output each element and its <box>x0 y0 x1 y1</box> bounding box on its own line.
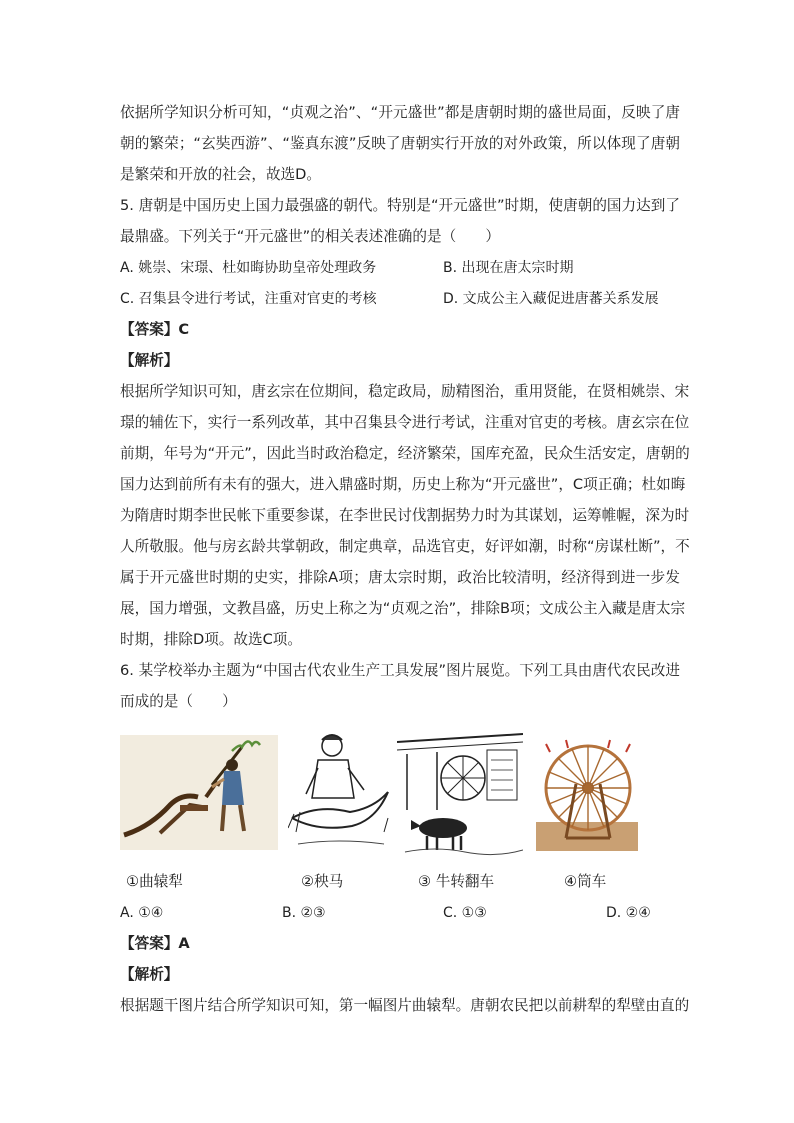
q6-option-c: C. ①③ <box>443 905 487 921</box>
q6-analysis-title: 【解析】 <box>120 966 179 983</box>
q5-option-a: A. 姚崇、宋璟、杜如晦协助皇帝处理政务 <box>120 260 377 276</box>
bamboo-waterwheel-image <box>536 738 638 851</box>
q6-option-a: A. ①④ <box>120 905 164 921</box>
q5-analysis-line-1: 根据所学知识可知，唐玄宗在位期间，稳定政局，励精图治，重用贤能，在贤相姚崇、宋 <box>120 383 690 400</box>
q5-stem-line-1: 5. 唐朝是中国历史上国力最强盛的朝代。特别是“开元盛世”时期，使唐朝的国力达到了 <box>120 197 680 214</box>
q5-option-b: B. 出现在唐太宗时期 <box>443 260 574 276</box>
q5-option-d: D. 文成公主入藏促进唐蕃关系发展 <box>443 291 659 307</box>
ox-water-lift-image <box>397 730 523 856</box>
curved-plough-image <box>120 735 278 850</box>
q5-analysis-line-8: 展，国力增强，文教昌盛，历史上称之为“贞观之治”，排除B项；文成公主入藏是唐太宗 <box>120 600 686 617</box>
q6-option-b: B. ②③ <box>282 905 326 921</box>
q6-stem-line-2: 而成的是（ ） <box>120 693 237 710</box>
q5-analysis-line-6: 人所敬服。他与房玄龄共掌朝政，制定典章，品选官吏，好评如潮，时称“房谋杜断”，不 <box>120 538 690 555</box>
q5-analysis-line-4: 国力达到前所有未有的强大，进入鼎盛时期，历史上称为“开元盛世”，C项正确；杜如晦 <box>120 476 686 493</box>
q5-answer: 【答案】C <box>120 321 190 338</box>
q4-analysis-line-3: 是繁荣和开放的社会，故选D。 <box>120 166 321 183</box>
q5-analysis-line-9: 时期，排除D项。故选C项。 <box>120 631 302 648</box>
picture-caption-2: ②秧马 <box>301 873 344 890</box>
picture-caption-3: ③ 牛转翻车 <box>418 873 495 890</box>
seedling-horse-image <box>288 728 393 856</box>
q5-option-c: C. 召集县令进行考试，注重对官吏的考核 <box>120 291 377 307</box>
q4-analysis-line-2: 朝的繁荣；“玄奘西游”、“鉴真东渡”反映了唐朝实行开放的对外政策，所以体现了唐朝 <box>120 135 680 152</box>
q5-analysis-line-2: 璟的辅佐下，实行一系列改革，其中召集县令进行考试，注重对官吏的考核。唐玄宗在位 <box>120 414 690 431</box>
q6-analysis-line-1: 根据题干图片结合所学知识可知，第一幅图片曲辕犁。唐朝农民把以前耕犁的犁壁由直的 <box>120 997 690 1014</box>
q5-analysis-line-7: 属于开元盛世时期的史实，排除A项；唐太宗时期，政治比较清明，经济得到进一步发 <box>120 569 680 586</box>
picture-caption-4: ④筒车 <box>564 873 607 890</box>
q6-option-d: D. ②④ <box>606 905 651 921</box>
q5-stem-line-2: 最鼎盛。下列关于“开元盛世”的相关表述准确的是（ ） <box>120 228 500 245</box>
q5-analysis-title: 【解析】 <box>120 352 179 369</box>
q5-analysis-line-5: 为隋唐时期李世民帐下重要参谋，在李世民讨伐割据势力时为其谋划，运筹帷幄，深为时 <box>120 507 690 524</box>
picture-caption-1: ①曲辕犁 <box>126 873 183 890</box>
q5-analysis-line-3: 前期，年号为“开元”，因此当时政治稳定，经济繁荣，国库充盈，民众生活安定，唐朝的 <box>120 445 690 462</box>
q6-answer: 【答案】A <box>120 935 190 952</box>
q6-stem-line-1: 6. 某学校举办主题为“中国古代农业生产工具发展”图片展览。下列工具由唐代农民改进 <box>120 662 680 679</box>
q4-analysis-line-1: 依据所学知识分析可知，“贞观之治”、“开元盛世”都是唐朝时期的盛世局面，反映了唐 <box>120 104 680 121</box>
